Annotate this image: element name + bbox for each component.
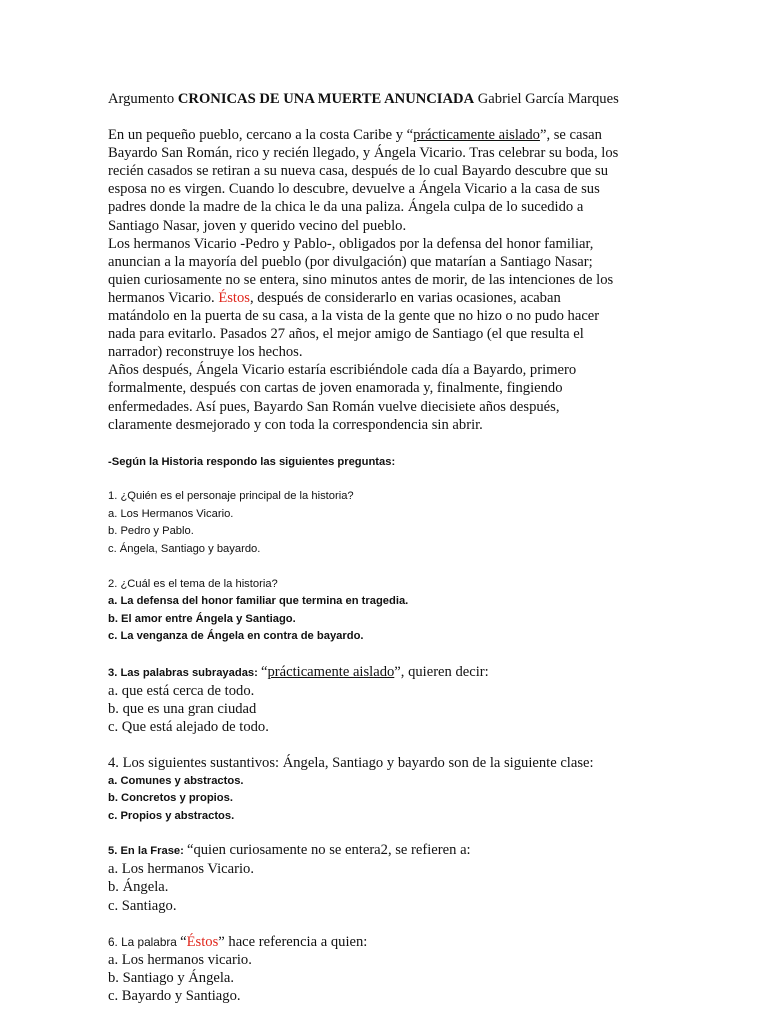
question-3-option-a: a. que está cerca de todo. [108,683,255,700]
question-2-text: 2. ¿Cuál es el tema de la historia? [108,577,278,590]
summary-line-7: Los hermanos Vicario -Pedro y Pablo-, obligados por la defensa del honor familiar, [108,235,594,252]
summary-line-16: enfermedades. Así pues, Bayardo San Román vuelve diecisiete años después, [108,398,560,415]
title-prefix: Argumento [108,91,178,107]
quote-mark: “ [260,664,268,681]
underlined-phrase: prácticamente aislado [267,664,395,681]
summary-text: ”, se casan [539,127,602,144]
question-3-option-c: c. Que está alejado de todo. [108,719,269,736]
instructions-line: -Según la Historia respondo las siguientes preguntas: [108,455,396,468]
document-title [108,90,736,108]
red-word: Éstos [186,933,219,950]
question-3-text [108,663,736,682]
question-2 [108,576,736,646]
question-4-text: 4. Los siguientes sustantivos: Ángela, Santiago y bayardo son de la siguiente clase: [108,755,594,772]
summary-line-3: recién casados se retiran a su nueva casa, después de lo cual Bayardo descubre que su [108,163,609,180]
question-4-option-a: a. Comunes y abstractos. [108,774,244,787]
question-5-option-a: a. Los hermanos Vicario. [108,861,254,878]
question-6 [108,933,736,1005]
question-6-option-b: b. Santiago y Ángela. [108,969,235,986]
question-1-text: 1. ¿Quién es el personaje principal de la historia? [108,490,354,503]
summary-line-4: esposa no es virgen. Cuando lo descubre, devuelve a Ángela Vicario a la casa de sus [108,181,600,198]
summary-text: hermanos Vicario. [108,289,219,306]
question-5 [108,841,736,914]
question-1-option-a: a. Los Hermanos Vicario. [108,507,234,520]
summary-text: , después de considerarlo en varias ocasiones, acaban [249,289,561,306]
red-word: Éstos [218,289,250,306]
summary-line-17: claramente desmejorado y con toda la correspondencia sin abrir. [108,416,483,433]
question-3-label: 3. Las palabras subrayadas: [108,667,261,680]
summary-line-6: Santiago Nasar, joven y querido vecino del pueblo. [108,217,407,234]
question-4 [108,754,736,825]
summary-line-8: anuncian a la mayoría del pueblo (por divulgación) que matarían a Santiago Nasar; [108,253,593,270]
question-4-option-c: c. Propios y abstractos. [108,809,235,822]
question-3-rest: ”, quieren decir: [394,664,489,681]
question-1-option-b: b. Pedro y Pablo. [108,525,194,538]
summary-line-10 [108,289,736,307]
summary-paragraph [108,126,736,434]
question-1 [108,488,736,558]
question-6-option-c: c. Bayardo y Santiago. [108,987,241,1004]
document-page [108,90,736,1005]
question-2-option-b: b. El amor entre Ángela y Santiago. [108,612,296,625]
question-6-label: 6. La palabra [108,934,181,949]
question-6-text [108,933,736,951]
question-5-option-c: c. Santiago. [108,897,177,914]
summary-line-13: narrador) reconstruye los hechos. [108,344,303,361]
summary-line-11: matándolo en la puerta de su casa, a la vista de la gente que no hizo o no pudo hacer [108,308,600,325]
title-bold: CRONICAS DE UNA MUERTE ANUNCIADA [177,91,475,107]
quote-mark: “ [180,933,187,950]
question-5-rest: “quien curiosamente no se entera2, se refieren a: [186,842,471,859]
summary-line-9: quien curiosamente no se entera, sino minutos antes de morir, de las intenciones de los [108,271,614,288]
question-2-option-c: c. La venganza de Ángela en contra de bayardo. [108,630,364,643]
title-suffix: Gabriel García Marques [474,91,619,107]
question-6-rest: ” hace referencia a quien: [218,933,368,950]
question-3 [108,663,736,736]
underlined-phrase: prácticamente aislado [413,127,540,144]
summary-line-2: Bayardo San Román, rico y recién llegado, y Ángela Vicario. Tras celebrar su boda, los [108,145,619,162]
question-5-text [108,841,736,860]
question-1-option-c: c. Ángela, Santiago y bayardo. [108,543,261,556]
question-5-option-b: b. Ángela. [108,879,169,896]
summary-line-14: Años después, Ángela Vicario estaría escribiéndole cada día a Bayardo, primero [108,362,577,379]
question-6-option-a: a. Los hermanos vicario. [108,951,252,968]
question-4-option-b: b. Concretos y propios. [108,792,233,805]
summary-line-15: formalmente, después con cartas de joven enamorada y, finalmente, fingiendo [108,380,563,397]
question-3-option-b: b. que es una gran ciudad [108,701,257,718]
summary-line-5: padres donde la madre de la chica le da una paliza. Ángela culpa de lo sucedido a [108,199,584,216]
question-5-label: 5. En la Frase: [108,845,187,858]
question-2-option-a: a. La defensa del honor familiar que termina en tragedia. [108,595,409,608]
summary-text: En un pequeño pueblo, cercano a la costa Caribe y “ [108,127,414,144]
summary-line-12: nada para evitarlo. Pasados 27 años, el mejor amigo de Santiago (el que resulta el [108,326,584,343]
summary-line-1 [108,126,736,144]
